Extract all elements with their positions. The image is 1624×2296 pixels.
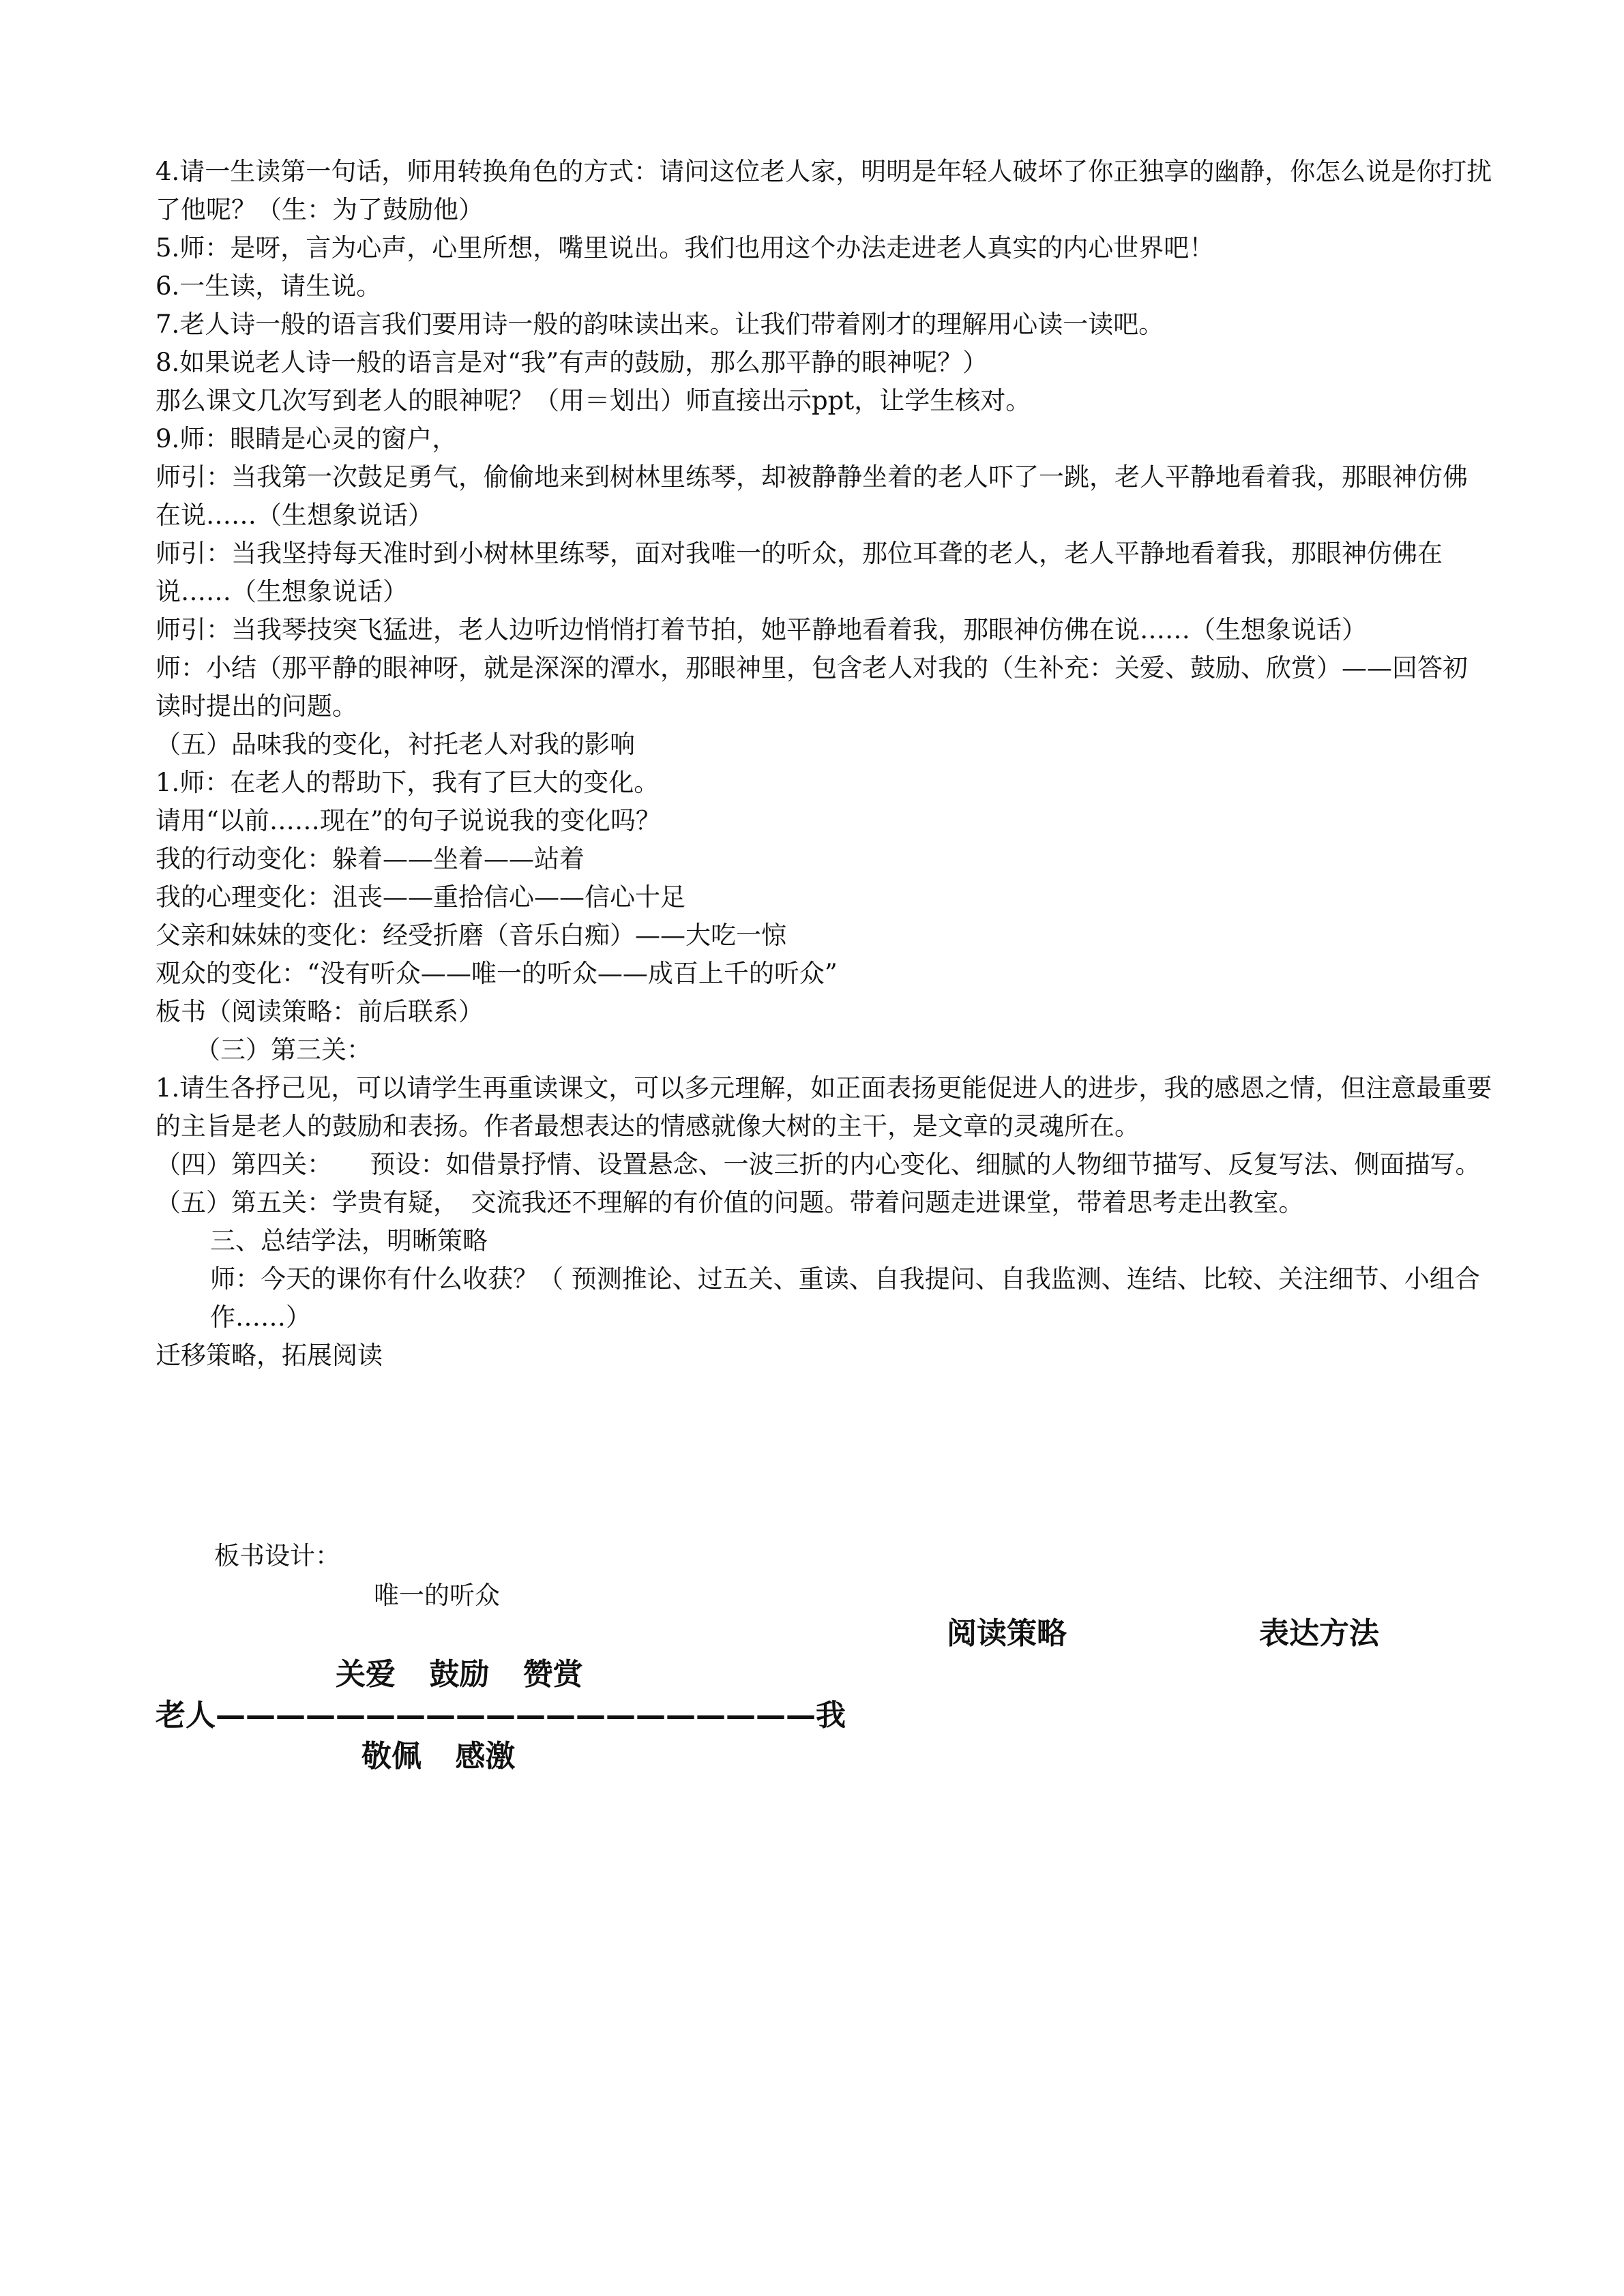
paragraph: 师：今天的课你有什么收获？（ 预测推论、过五关、重读、自我提问、自我监测、连结、比较、关注细节、小组合作……） bbox=[210, 1264, 1480, 1332]
paragraph: 观众的变化：“没有听众——唯一的听众——成百上千的听众” bbox=[156, 959, 838, 988]
board-label: 板书设计： bbox=[214, 1541, 340, 1570]
paragraph: 7.老人诗一般的语言我们要用诗一般的韵味读出来。让我们带着刚才的理解用心读一读吧。 bbox=[156, 310, 1164, 339]
paragraph: 9.师：眼睛是心灵的窗户， bbox=[156, 424, 458, 453]
paragraph: 师引：当我琴技突飞猛进，老人边听边悄悄打着节拍，她平静地看着我，那眼神仿佛在说……（生想象说话） bbox=[156, 615, 1367, 644]
reading-strategy-label: 阅读策略 bbox=[947, 1616, 1067, 1651]
paragraph: 1.请生各抒己见，可以请学生再重读课文，可以多元理解，如正面表扬更能促进人的进步，我的感恩之情，但注意最重要的主旨是老人的鼓励和表扬。作者最想表达的情感就像大树的主干，是文章的灵魂所在。 bbox=[156, 1073, 1492, 1141]
expression-method-label: 表达方法 bbox=[1259, 1616, 1379, 1651]
paragraph: 那么课文几次写到老人的眼神呢？（用＝划出）师直接出示ppt，让学生核对。 bbox=[156, 386, 1031, 415]
keyword: 感激 bbox=[455, 1739, 516, 1774]
paragraph: 我的心理变化：沮丧——重拾信心——信心十足 bbox=[156, 882, 685, 912]
section-heading: 三、总结学法，明晰策略 bbox=[210, 1226, 488, 1255]
board-title: 唯一的听众 bbox=[374, 1581, 500, 1610]
paragraph: 5.师：是呀，言为心声，心里所想，嘴里说出。我们也用这个办法走进老人真实的内心世界吧！ bbox=[156, 233, 1215, 263]
relation-line: 老人————————————————————我 bbox=[156, 1698, 846, 1733]
paragraph: 6.一生读，请生说。 bbox=[156, 271, 382, 301]
paragraph: 我的行动变化：躲着——坐着——站着 bbox=[156, 844, 585, 874]
paragraph: （四）第四关： 预设：如借景抒情、设置悬念、一波三折的内心变化、细腻的人物细节描写、反复写法、侧面描写。 bbox=[156, 1150, 1481, 1179]
paragraph: 师引：当我第一次鼓足勇气，偷偷地来到树林里练琴，却被静静坐着的老人吓了一跳，老人平静地看着我，那眼神仿佛在说……（生想象说话） bbox=[156, 462, 1468, 530]
section-heading: （三）第三关： bbox=[195, 1035, 372, 1064]
paragraph: 迁移策略，拓展阅读 bbox=[156, 1341, 383, 1370]
paragraph: 8.如果说老人诗一般的语言是对“我”有声的鼓励，那么那平静的眼神呢？） bbox=[156, 348, 988, 377]
paragraph: 师引：当我坚持每天准时到小树林里练琴，面对我唯一的听众，那位耳聋的老人，老人平静地看着我，那眼神仿佛在说……（生想象说话） bbox=[156, 539, 1443, 606]
keyword: 敬佩 bbox=[361, 1739, 422, 1774]
upper-keywords bbox=[336, 1654, 606, 1695]
keyword: 鼓励 bbox=[429, 1657, 490, 1692]
paragraph: （五）第五关：学贵有疑， 交流我还不理解的有价值的问题。带着问题走进课堂，带着思考走出教室。 bbox=[156, 1188, 1304, 1217]
keyword: 赞赏 bbox=[522, 1657, 583, 1692]
keyword: 关爱 bbox=[336, 1657, 396, 1692]
paragraph: 请用“以前……现在”的句子说说我的变化吗？ bbox=[156, 806, 661, 835]
paragraph: 师：小结（那平静的眼神呀，就是深深的潭水，那眼神里，包含老人对我的（生补充：关爱、鼓励、欣赏）——回答初读时提出的问题。 bbox=[156, 653, 1468, 721]
paragraph: 4.请一生读第一句话，师用转换角色的方式：请问这位老人家，明明是年轻人破坏了你正独享的幽静，你怎么说是你打扰了他呢？（生：为了鼓励他） bbox=[156, 157, 1492, 224]
paragraph: 1.师：在老人的帮助下，我有了巨大的变化。 bbox=[156, 768, 660, 797]
section-heading: （五）品味我的变化，衬托老人对我的影响 bbox=[156, 730, 635, 759]
paragraph: 板书（阅读策略：前后联系） bbox=[156, 997, 484, 1026]
lower-keywords bbox=[361, 1736, 538, 1777]
paragraph: 父亲和妹妹的变化：经受折磨（音乐白痴）——大吃一惊 bbox=[156, 921, 786, 950]
